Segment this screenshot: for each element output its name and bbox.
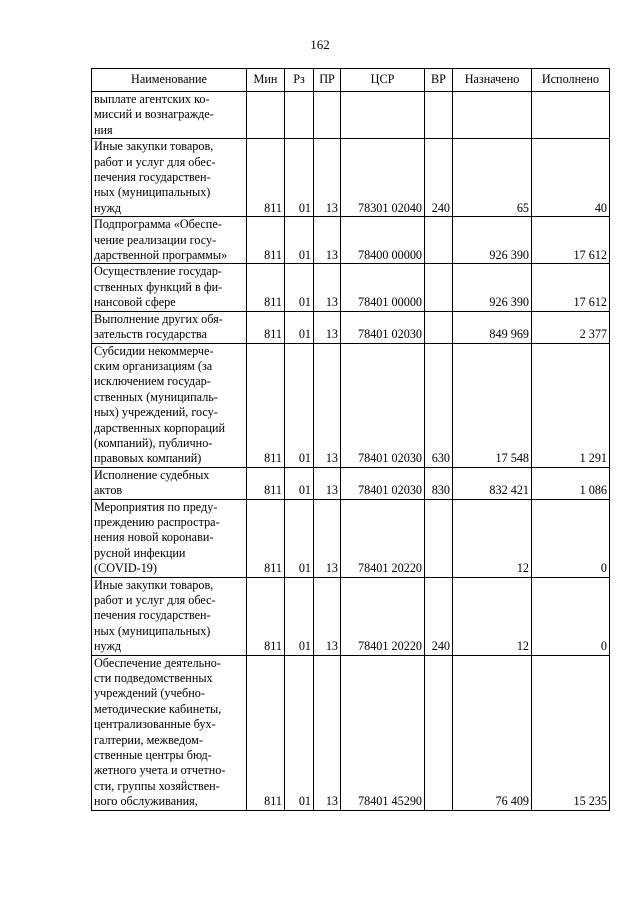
name-line: актов	[94, 483, 123, 498]
name-line: зательств государства	[94, 327, 207, 342]
table-row	[92, 92, 610, 139]
cell-vr	[425, 311, 453, 343]
cell-rz: 01	[285, 467, 314, 499]
cell-name	[92, 467, 247, 499]
cell-name	[92, 577, 247, 655]
cell-pr: 13	[314, 655, 341, 810]
cell-csr: 78401 00000	[341, 264, 425, 311]
cell-min: 811	[247, 467, 285, 499]
name-line: ственных (муниципаль-	[94, 389, 218, 404]
name-line: ных) учреждений, госу-	[94, 405, 218, 420]
cell-min: 811	[247, 499, 285, 577]
header-pr: ПР	[314, 69, 341, 92]
cell-min: 811	[247, 655, 285, 810]
table-row	[92, 343, 610, 467]
cell-name	[92, 264, 247, 311]
cell-min: 811	[247, 577, 285, 655]
cell-assigned: 12	[453, 499, 532, 577]
cell-csr: 78400 00000	[341, 217, 425, 264]
cell-assigned: 849 969	[453, 311, 532, 343]
cell-csr: 78401 20220	[341, 577, 425, 655]
name-line: нужд	[94, 639, 122, 654]
header-rz: Рз	[285, 69, 314, 92]
cell-vr	[425, 92, 453, 139]
name-line: сти, группы хозяйствен-	[94, 778, 220, 793]
name-line: правовых компаний)	[94, 451, 202, 466]
name-line: Иные закупки товаров,	[94, 577, 214, 592]
header-assigned: Назначено	[453, 69, 532, 92]
cell-assigned: 832 421	[453, 467, 532, 499]
cell-csr: 78401 02030	[341, 467, 425, 499]
name-line: Обеспечение деятельно-	[94, 655, 221, 670]
cell-assigned: 76 409	[453, 655, 532, 810]
table-row	[92, 577, 610, 655]
name-line: ных (муниципальных)	[94, 623, 211, 638]
cell-executed: 17 612	[532, 264, 610, 311]
cell-name	[92, 217, 247, 264]
cell-vr: 240	[425, 577, 453, 655]
table-row	[92, 139, 610, 217]
name-line: дарственной программы»	[94, 248, 228, 263]
cell-pr: 13	[314, 577, 341, 655]
budget-table	[91, 68, 610, 811]
cell-rz: 01	[285, 139, 314, 217]
name-line: (компаний), публично-	[94, 435, 213, 450]
cell-min: 811	[247, 139, 285, 217]
cell-executed: 17 612	[532, 217, 610, 264]
name-line: Исполнение судебных	[94, 467, 210, 482]
cell-csr: 78401 02030	[341, 343, 425, 467]
cell-vr: 630	[425, 343, 453, 467]
cell-csr	[341, 92, 425, 139]
cell-rz: 01	[285, 655, 314, 810]
page-number: 162	[310, 37, 330, 52]
cell-min	[247, 92, 285, 139]
cell-pr: 13	[314, 467, 341, 499]
name-line: (COVID-19)	[94, 561, 157, 576]
cell-pr: 13	[314, 311, 341, 343]
cell-name	[92, 499, 247, 577]
cell-executed: 0	[532, 577, 610, 655]
name-line: методические кабинеты,	[94, 701, 222, 716]
table-row	[92, 264, 610, 311]
header-executed: Исполнено	[532, 69, 610, 92]
name-line: работ и услуг для обес-	[94, 154, 216, 169]
cell-rz: 01	[285, 311, 314, 343]
header-min: Мин	[247, 69, 285, 92]
name-line: Выполнение других обя-	[94, 311, 223, 326]
header-name: Наименование	[92, 69, 247, 92]
name-line: исключением государ-	[94, 374, 211, 389]
cell-pr: 13	[314, 343, 341, 467]
cell-min: 811	[247, 343, 285, 467]
cell-executed: 15 235	[532, 655, 610, 810]
cell-assigned: 12	[453, 577, 532, 655]
cell-pr: 13	[314, 139, 341, 217]
cell-csr: 78401 20220	[341, 499, 425, 577]
table-row	[92, 311, 610, 343]
name-line: Мероприятия по преду-	[94, 499, 218, 514]
cell-rz: 01	[285, 264, 314, 311]
cell-assigned	[453, 92, 532, 139]
cell-csr: 78301 02040	[341, 139, 425, 217]
name-line: преждению распростра-	[94, 514, 220, 529]
name-line: Подпрограмма «Обеспе-	[94, 217, 222, 232]
cell-name	[92, 311, 247, 343]
name-line: нения новой коронави-	[94, 530, 214, 545]
cell-executed: 40	[532, 139, 610, 217]
cell-rz: 01	[285, 577, 314, 655]
cell-min: 811	[247, 264, 285, 311]
cell-pr: 13	[314, 217, 341, 264]
cell-executed: 2 377	[532, 311, 610, 343]
cell-min: 811	[247, 217, 285, 264]
name-line: печения государствен-	[94, 608, 211, 623]
cell-executed: 1 086	[532, 467, 610, 499]
name-line: печения государствен-	[94, 170, 211, 185]
table-header-row	[92, 69, 610, 92]
name-line: учреждений (учебно-	[94, 686, 205, 701]
name-line: ного обслуживания,	[94, 794, 198, 809]
cell-executed	[532, 92, 610, 139]
header-vr: ВР	[425, 69, 453, 92]
name-line: дарственных корпораций	[94, 420, 226, 435]
name-line: сти подведомственных	[94, 671, 213, 686]
table-row	[92, 655, 610, 810]
cell-executed: 0	[532, 499, 610, 577]
cell-name	[92, 343, 247, 467]
cell-vr: 830	[425, 467, 453, 499]
name-line: ственных функций в фи-	[94, 279, 223, 294]
name-line: ским организациям (за	[94, 358, 213, 373]
name-line: галтерии, межведом-	[94, 732, 203, 747]
name-line: чение реализации госу-	[94, 232, 217, 247]
cell-vr	[425, 217, 453, 264]
table-row	[92, 499, 610, 577]
name-line: централизованные бух-	[94, 717, 216, 732]
cell-executed: 1 291	[532, 343, 610, 467]
name-line: Осуществление государ-	[94, 264, 222, 279]
name-line: Субсидии некоммерче-	[94, 343, 214, 358]
cell-assigned: 65	[453, 139, 532, 217]
cell-name	[92, 655, 247, 810]
name-line: ния	[94, 122, 113, 137]
name-line: Иные закупки товаров,	[94, 139, 214, 154]
name-line: миссий и вознагражде-	[94, 107, 214, 122]
cell-csr: 78401 45290	[341, 655, 425, 810]
cell-rz: 01	[285, 499, 314, 577]
header-csr: ЦСР	[341, 69, 425, 92]
cell-vr: 240	[425, 139, 453, 217]
cell-vr	[425, 655, 453, 810]
cell-pr: 13	[314, 264, 341, 311]
name-line: работ и услуг для обес-	[94, 593, 216, 607]
name-line: ственные центры бюд-	[94, 748, 212, 763]
cell-csr: 78401 02030	[341, 311, 425, 343]
name-line: жетного учета и отчетно-	[94, 763, 226, 778]
cell-assigned: 926 390	[453, 217, 532, 264]
name-line: выплате агентских ко-	[94, 92, 210, 106]
cell-assigned: 926 390	[453, 264, 532, 311]
cell-assigned: 17 548	[453, 343, 532, 467]
cell-name	[92, 139, 247, 217]
cell-rz	[285, 92, 314, 139]
table-row	[92, 217, 610, 264]
name-line: нужд	[94, 200, 122, 215]
cell-pr	[314, 92, 341, 139]
cell-min: 811	[247, 311, 285, 343]
cell-vr	[425, 264, 453, 311]
name-line: ных (муниципальных)	[94, 185, 211, 200]
name-line: нансовой сфере	[94, 295, 176, 310]
cell-pr: 13	[314, 499, 341, 577]
table-row	[92, 467, 610, 499]
cell-vr	[425, 499, 453, 577]
name-line: русной инфекции	[94, 545, 186, 560]
cell-rz: 01	[285, 343, 314, 467]
cell-rz: 01	[285, 217, 314, 264]
cell-name	[92, 92, 247, 139]
